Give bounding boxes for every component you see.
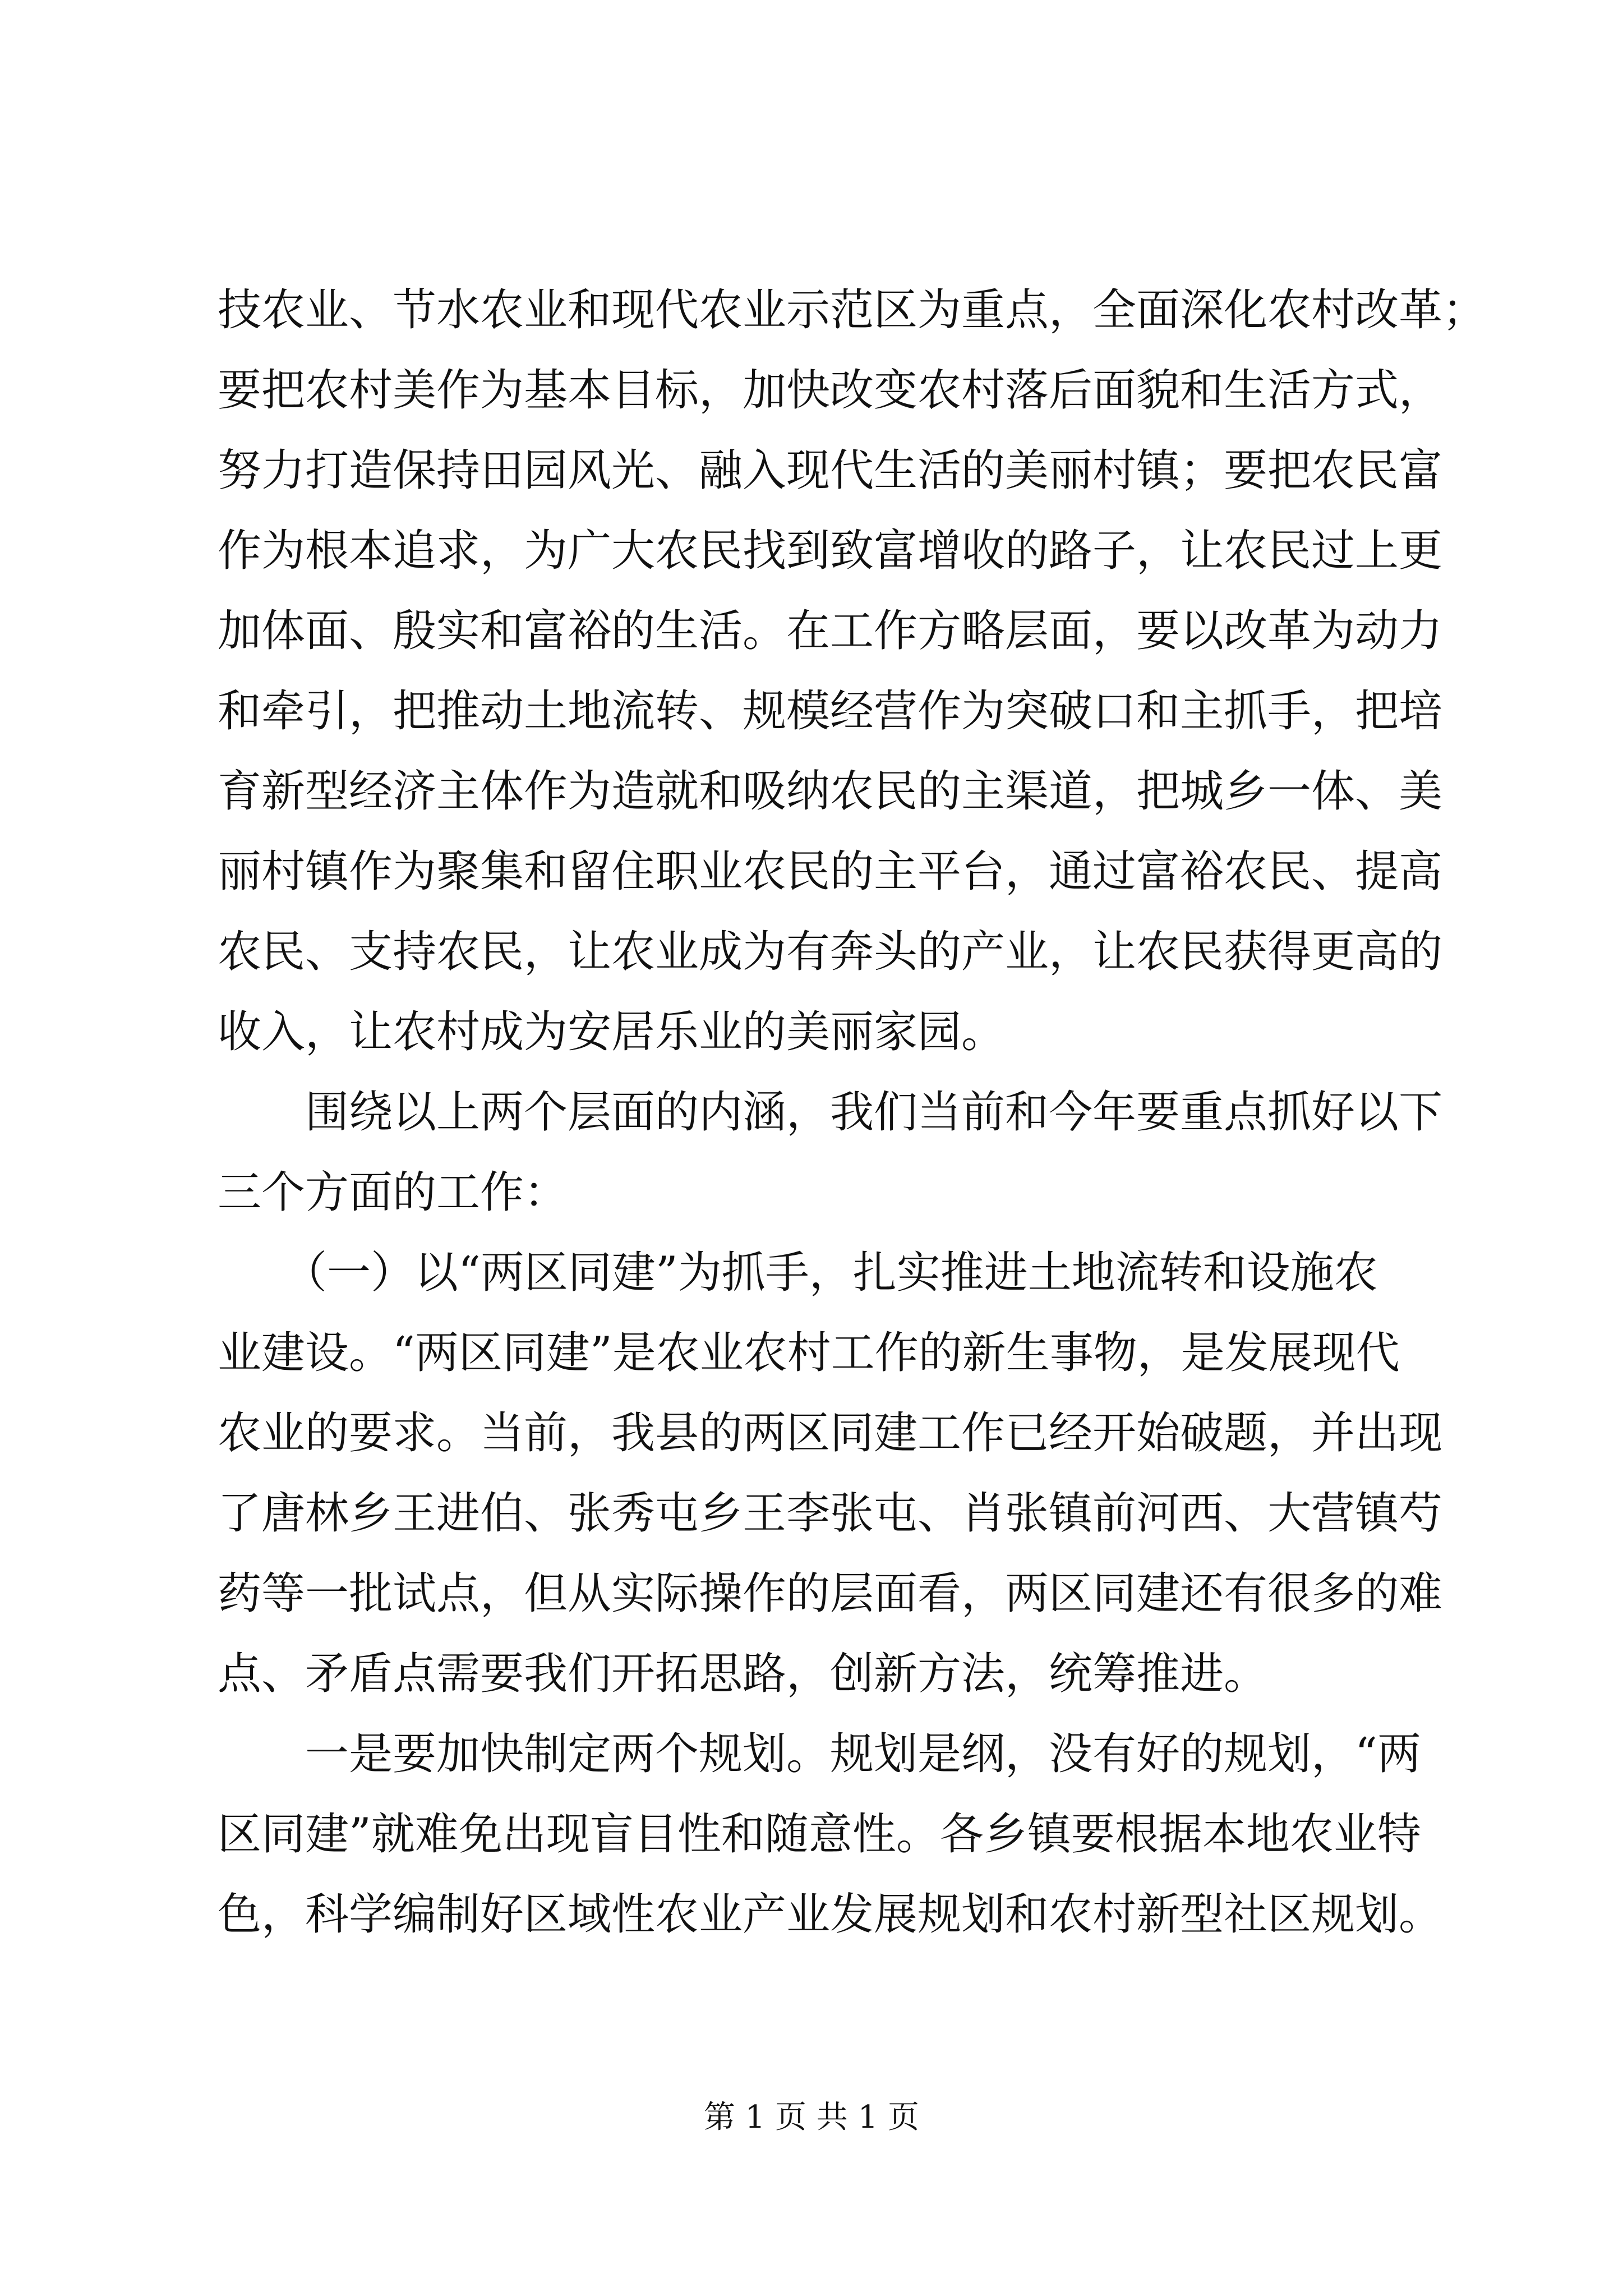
text-line: 区同建”就难免出现盲目性和随意性。各乡镇要根据本地农业特 [218,1809,1421,1860]
text-line: 农业的要求。当前，我县的两区同建工作已经开始破题，并出现 [218,1408,1443,1458]
text-line: 收入，让农村成为安居乐业的美丽家园。 [218,1007,1006,1057]
text-line: 农民、支持农民，让农业成为有奔头的产业，让农民获得更高的 [218,927,1443,977]
text-line: 要把农村美作为基本目标，加快改变农村落后面貌和生活方式， [218,365,1443,416]
text-line: 一是要加快制定两个规划。规划是纲，没有好的规划，“两 [218,1729,1421,1779]
text-line: 和牵引，把推动土地流转、规模经营作为突破口和主抓手，把培 [218,686,1443,737]
text-line: 围绕以上两个层面的内涵，我们当前和今年要重点抓好以下 [218,1087,1443,1138]
page-footer: 第 1 页 共 1 页 [703,2099,920,2136]
text-line: 育新型经济主体作为造就和吸纳农民的主渠道，把城乡一体、美 [218,766,1443,817]
text-line: 了唐林乡王进伯、张秀屯乡王李张屯、肖张镇前河西、大营镇芍 [218,1488,1443,1539]
text-line: 三个方面的工作： [218,1167,568,1218]
document-body [218,270,1487,1955]
text-line: 技农业、节水农业和现代农业示范区为重点，全面深化农村改革； [218,285,1487,335]
text-line: 药等一批试点，但从实际操作的层面看，两区同建还有很多的难 [218,1568,1443,1619]
text-line: 色，科学编制好区域性农业产业发展规划和农村新型社区规划。 [218,1889,1443,1940]
text-line: 加体面、殷实和富裕的生活。在工作方略层面，要以改革为动力 [218,606,1443,656]
text-line: 业建设。“两区同建”是农业农村工作的新生事物，是发展现代 [218,1328,1400,1378]
text-line: （一）以“两区同建”为抓手，扎实推进土地流转和设施农 [218,1248,1378,1298]
text-line: 丽村镇作为聚集和留住职业农民的主平台，通过富裕农民、提高 [218,846,1443,897]
text-line: 点、矛盾点需要我们开拓思路，创新方法，统筹推进。 [218,1649,1268,1699]
text-line: 努力打造保持田园风光、融入现代生活的美丽村镇；要把农民富 [218,445,1443,496]
text-line: 作为根本追求，为广大农民找到致富增收的路子，让农民过上更 [218,526,1443,576]
